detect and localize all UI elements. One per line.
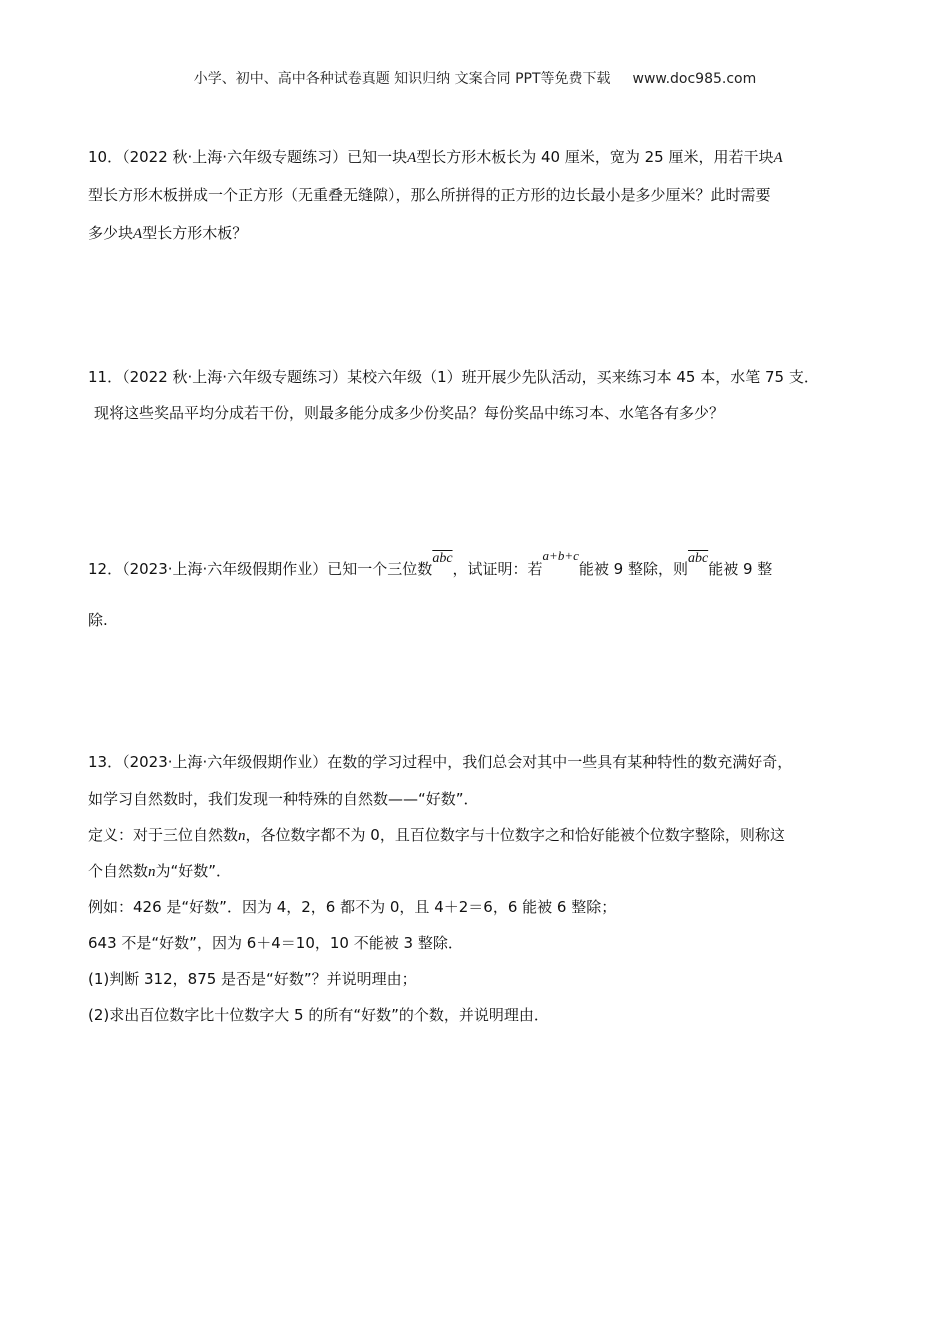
q11-line-2: 现将这些奖品平均分成若干份，则最多能分成多少份奖品？每份奖品中练习本、水笔各有多少？ <box>94 404 725 422</box>
sum-expression: a+b+c <box>542 548 579 563</box>
q13-subquestion-1: (1)判断 312，875 是否是“好数”？并说明理由； <box>88 970 417 988</box>
q13-line-1: 13．（2023·上海·六年级假期作业）在数的学习过程中，我们总会对其中一些具有某种特性的数充满好奇， <box>88 753 793 771</box>
header-site-link[interactable]: www.doc985.com <box>632 71 757 87</box>
q10-line-2: 型长方形木板拼成一个正方形（无重叠无缝隙），那么所拼得的正方形的边长最小是多少厘米？此时需要 <box>88 186 771 204</box>
q10-line-3: 多少块A型长方形木板？ <box>88 224 248 242</box>
q12-line-2: 除. <box>88 611 108 629</box>
q13-line-2: 如学习自然数时，我们发现一种特殊的自然数——“好数”． <box>88 790 479 808</box>
q13-example-2: 643 不是“好数”，因为 6＋4＝10，10 不能被 3 整除． <box>88 934 463 952</box>
abc-overline-2: $\overline{abc}$ <box>687 551 709 566</box>
q10-line-1: 10．（2022 秋·上海·六年级专题练习）已知一块A型长方形木板长为 40 厘米，宽为 25 厘米，用若干块A <box>88 148 783 166</box>
q11-line-1: 11．（2022 秋·上海·六年级专题练习）某校六年级（1）班开展少先队活动，买来练习本 45 本，水笔 75 支． <box>88 368 819 386</box>
q13-example-1: 例如：426 是“好数”．因为 4，2，6 都不为 0，且 4＋2＝6，6 能被 6 整除； <box>88 898 617 916</box>
q12-line-1: 12．（2023·上海·六年级假期作业）已知一个三位数$\overline{abc}$，试证明：若a+b+c能被 9 整除，则$\overline{abc}$能被 9 整 <box>88 548 773 578</box>
q13-line-4: 个自然数n为“好数”． <box>88 862 232 880</box>
q13-definition: 定义：对于三位自然数n，各位数字都不为 0，且百位数字与十位数字之和恰好能被个位数字整除，则称这 <box>88 826 785 844</box>
q13-subquestion-2: (2)求出百位数字比十位数字大 5 的所有“好数”的个数，并说明理由． <box>88 1006 549 1024</box>
header-text: 小学、初中、高中各种试卷真题 知识归纳 文案合同 PPT等免费下载 <box>193 71 611 87</box>
abc-overline: $\overline{abc}$ <box>432 551 453 566</box>
page-header <box>0 68 950 88</box>
